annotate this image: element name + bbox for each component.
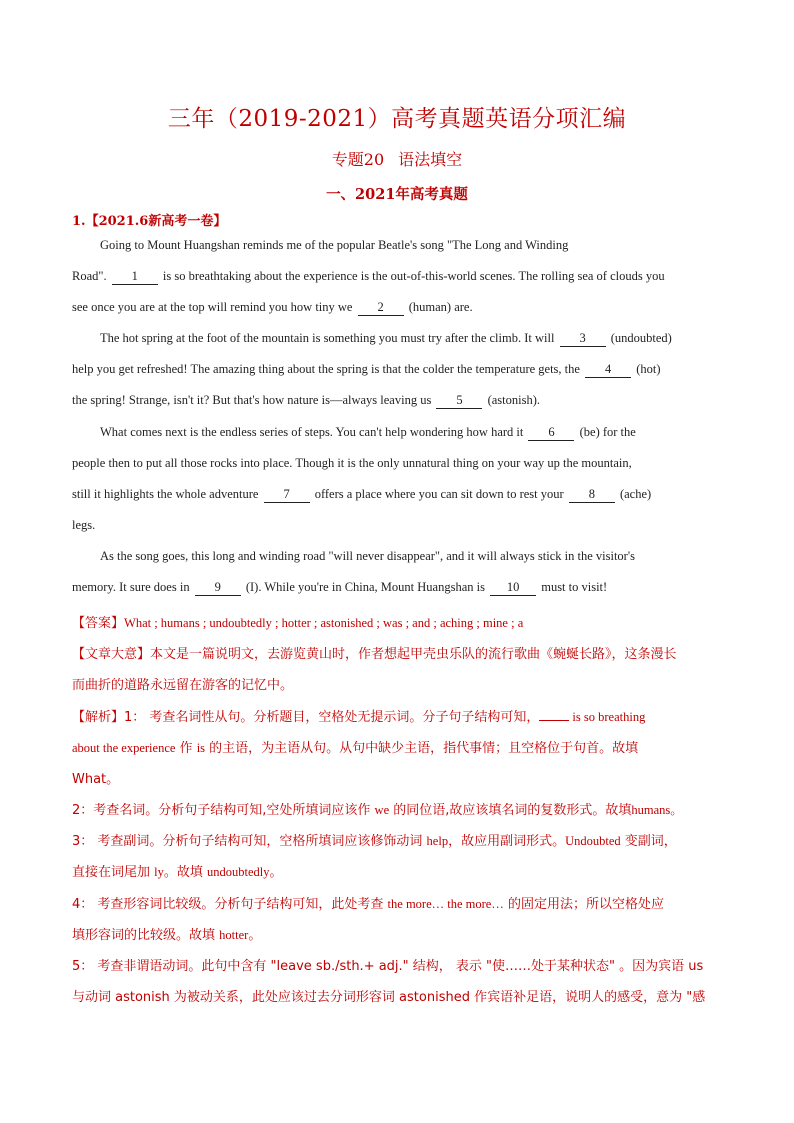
analysis-line: 与动词 astonish 为被动关系，此处应该过去分词形容词 astonished 作宾语补足语，说明人的感受，意为 "感 <box>72 990 706 1005</box>
summary-line: 【文章大意】本文是一篇说明文，去游览黄山时，作者想起甲壳虫乐队的流行歌曲《蜿蜒长路》，这条漫长 <box>72 647 677 662</box>
document-title: 三年（2019-2021）高考真题英语分项汇编 <box>167 106 627 132</box>
analysis-line: 2：考查名词。分析句子结构可知,空处所填词应该作 we 的同位语,故应该填名词的复数形式。故填humans。 <box>72 803 683 818</box>
blank-3: 3 <box>560 332 606 347</box>
analysis-line: about the experience 作 is 的主语，为主语从句。从句中缺少主语，指代事情；且空格位于句首。故填 <box>72 741 639 756</box>
question-label: 1.【2021.6新高考一卷】 <box>72 214 227 229</box>
analysis-line: 3： 考查副词。分析句子结构可知，空格所填词应该修饰动词 help，故应用副词形式。Undoubted 变副词， <box>72 834 677 849</box>
topic-number: 专题20 <box>331 150 385 169</box>
summary-line: 而曲折的道路永远留在游客的记忆中。 <box>72 678 294 693</box>
analysis-line: 【解析】1： 考查名词性从句。分析题目，空格处无提示词。分子句子结构可知， is so breathing <box>72 710 646 725</box>
summary-label: 【文章大意】 <box>72 647 151 662</box>
blank-7: 7 <box>264 488 310 503</box>
topic-subtitle <box>0 147 794 170</box>
passage-line: legs. <box>72 518 96 532</box>
section-heading: 一、2021年高考真题 <box>326 186 468 203</box>
analysis-line: 5： 考查非谓语动词。此句中含有 "leave sb./sth.+ adj." 结构， 表示 "使……处于某种状态" 。因为宾语 us <box>72 959 704 974</box>
analysis-line: 4： 考查形容词比较级。分析句子结构可知，此处考查 the more… the more… 的固定用法；所以空格处应 <box>72 897 664 912</box>
analysis-line: 填形容词的比较级。故填 hotter。 <box>72 928 262 943</box>
passage-line: the spring! Strange, isn't it? But that's how nature is—always leaving us 5 (astonish). <box>72 393 540 407</box>
blank-8: 8 <box>569 488 615 503</box>
passage-line: Going to Mount Huangshan reminds me of the popular Beatle's song "The Long and Winding <box>100 238 569 252</box>
passage-line: help you get refreshed! The amazing thing about the spring is that the colder the temperature gets, the 4 (hot) <box>72 362 661 376</box>
passage-line: What comes next is the endless series of steps. You can't help wondering how hard it 6 (be) for the <box>100 425 636 439</box>
answer-text: What ; humans ; undoubtedly ; hotter ; astonished ; was ; and ; aching ; mine ; a <box>124 616 524 630</box>
analysis-line: What。 <box>72 772 120 787</box>
blank-9: 9 <box>195 581 241 596</box>
passage-line: see once you are at the top will remind you how tiny we 2 (human) are. <box>72 300 473 314</box>
blank-4: 4 <box>585 363 631 378</box>
passage-line: Road". 1 is so breathtaking about the experience is the out-of-this-world scenes. The rolling sea of clouds you <box>72 269 665 283</box>
analysis-line: 直接在词尾加 ly。故填 undoubtedly。 <box>72 865 283 880</box>
blank-10: 10 <box>490 581 536 596</box>
passage-line: memory. It sure does in 9 (I). While you're in China, Mount Huangshan is 10 must to visit! <box>72 580 608 594</box>
analysis-label: 【解析】 <box>72 710 125 725</box>
passage-line: still it highlights the whole adventure 7 offers a place where you can sit down to rest your 8 (ache) <box>72 487 652 501</box>
blank-6: 6 <box>528 426 574 441</box>
answer-line <box>72 612 523 631</box>
topic-name: 语法填空 <box>398 150 463 169</box>
blank-1: 1 <box>112 270 158 285</box>
passage-line: The hot spring at the foot of the mountain is something you must try after the climb. It will 3 (undoubted) <box>100 331 672 345</box>
passage-line: people then to put all those rocks into place. Though it is the only unnatural thing on your way up the mountain, <box>72 456 632 470</box>
blank-2: 2 <box>358 301 404 316</box>
answer-label: 【答案】 <box>72 616 125 631</box>
passage-line: As the song goes, this long and winding road "will never disappear", and it will always stick in the visitor's <box>100 549 635 563</box>
blank-5: 5 <box>436 394 482 409</box>
